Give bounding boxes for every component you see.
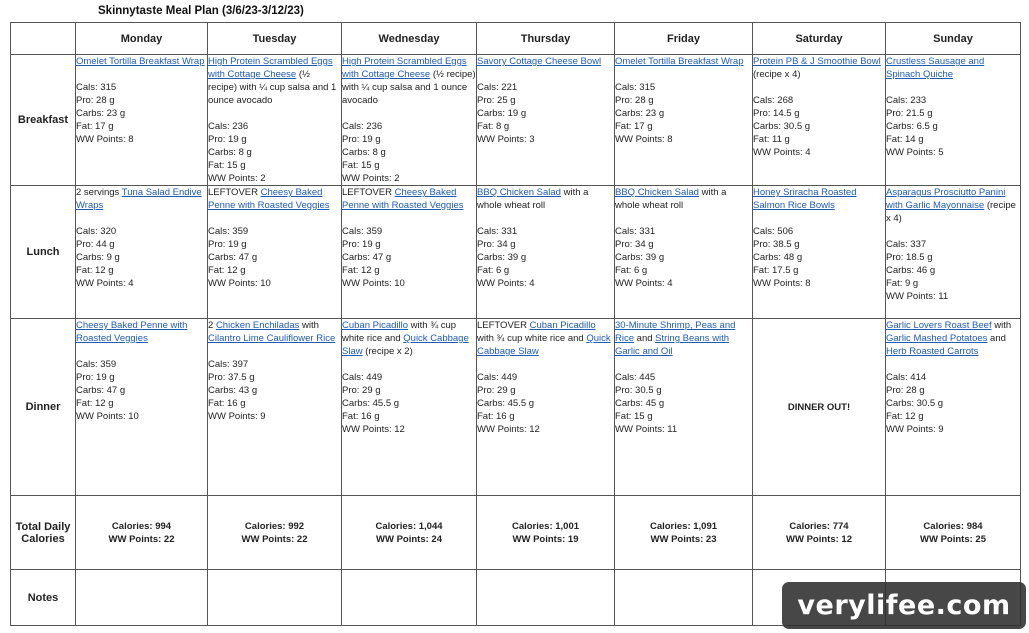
calories-value: Cals: 449 bbox=[342, 372, 383, 383]
total-cell bbox=[477, 496, 615, 570]
calories-value: Cals: 331 bbox=[615, 226, 656, 237]
meal-note-text: LEFTOVER bbox=[208, 187, 261, 198]
fat-value: Fat: 9 g bbox=[886, 278, 919, 289]
spacer bbox=[208, 107, 341, 120]
row-label-lunch: Lunch bbox=[11, 186, 76, 319]
recipe-link[interactable]: Protein PB & J Smoothie Bowl bbox=[753, 56, 881, 67]
spacer bbox=[615, 358, 752, 371]
protein-value: Pro: 19 g bbox=[208, 134, 247, 145]
ww-points-value: WW Points: 8 bbox=[76, 134, 134, 145]
total-cell bbox=[753, 496, 886, 570]
calories-value: Cals: 445 bbox=[615, 372, 656, 383]
spacer bbox=[342, 358, 476, 371]
ww-points-value: WW Points: 3 bbox=[477, 134, 535, 145]
recipe-link[interactable]: Chicken Enchiladas bbox=[215, 320, 300, 331]
carbs-value: Carbs: 30.5 g bbox=[753, 121, 811, 132]
calories-value: Cals: 331 bbox=[477, 226, 518, 237]
protein-value: Pro: 25 g bbox=[477, 95, 516, 106]
carbs-value: Carbs: 43 g bbox=[208, 385, 258, 396]
total-cell bbox=[886, 496, 1021, 570]
dinner-description bbox=[615, 319, 752, 358]
spacer bbox=[477, 68, 614, 81]
meal-note-text: LEFTOVER bbox=[477, 320, 530, 331]
protein-value: Pro: 30.5 g bbox=[615, 385, 662, 396]
recipe-link[interactable]: Herb Roasted Carrots bbox=[886, 346, 979, 357]
ww-points-value: WW Points: 4 bbox=[615, 278, 673, 289]
dinner-cell bbox=[886, 319, 1021, 496]
calories-value: Cals: 268 bbox=[753, 95, 794, 106]
breakfast-description bbox=[753, 55, 885, 81]
dinner-description bbox=[342, 319, 476, 358]
dinner-description bbox=[208, 319, 341, 345]
carbs-value: Carbs: 6.5 g bbox=[886, 121, 938, 132]
protein-value: Pro: 29 g bbox=[342, 385, 381, 396]
row-label-dinner: Dinner bbox=[11, 319, 76, 496]
ww-points-value: WW Points: 5 bbox=[886, 147, 944, 158]
total-calories: Calories: 1,044 bbox=[375, 520, 443, 532]
dinner-cell bbox=[76, 319, 208, 496]
fat-value: Fat: 15 g bbox=[342, 160, 380, 171]
carbs-value: Carbs: 8 g bbox=[342, 147, 386, 158]
dinner-out-label: DINNER OUT! bbox=[787, 401, 851, 413]
carbs-value: Carbs: 39 g bbox=[615, 252, 665, 263]
ww-points-value: WW Points: 12 bbox=[477, 424, 540, 435]
fat-value: Fat: 12 g bbox=[76, 398, 114, 409]
fat-value: Fat: 11 g bbox=[753, 134, 790, 145]
carbs-value: Carbs: 48 g bbox=[753, 252, 803, 263]
ww-points-value: WW Points: 4 bbox=[477, 278, 535, 289]
dinner-row bbox=[11, 319, 1021, 496]
total-calories: Calories: 1,001 bbox=[511, 520, 580, 532]
meal-note-text: with a whole wheat roll bbox=[477, 187, 589, 211]
ww-points-value: WW Points: 11 bbox=[886, 291, 949, 302]
recipe-link[interactable]: Cheesy Baked Penne with Roasted Veggies bbox=[342, 187, 464, 211]
spacer bbox=[477, 212, 614, 225]
total-ww-points: WW Points: 12 bbox=[786, 533, 852, 545]
recipe-link[interactable]: Garlic Mashed Potatoes bbox=[886, 333, 988, 344]
calories-value: Cals: 449 bbox=[477, 372, 518, 383]
day-header-sunday: Sunday bbox=[886, 23, 1021, 55]
calories-value: Cals: 337 bbox=[886, 239, 927, 250]
dinner-description bbox=[886, 319, 1020, 358]
day-header-monday: Monday bbox=[76, 23, 208, 55]
meal-note-text: with bbox=[991, 320, 1012, 331]
carbs-value: Carbs: 45.5 g bbox=[342, 398, 400, 409]
totals-row bbox=[11, 496, 1021, 570]
recipe-link[interactable]: BBQ Chicken Salad bbox=[477, 187, 561, 198]
calories-value: Cals: 315 bbox=[615, 82, 656, 93]
fat-value: Fat: 6 g bbox=[615, 265, 648, 276]
meal-note-text: (½ recipe) with ¼ cup salsa and 1 ounce avocado bbox=[208, 69, 337, 106]
spacer bbox=[477, 358, 614, 371]
meal-note-text: with a whole wheat roll bbox=[615, 187, 727, 211]
carbs-value: Carbs: 45.5 g bbox=[477, 398, 535, 409]
calories-value: Cals: 359 bbox=[342, 226, 383, 237]
fat-value: Fat: 12 g bbox=[208, 265, 246, 276]
meal-plan-table bbox=[10, 22, 1021, 626]
total-ww-points: WW Points: 19 bbox=[512, 533, 579, 545]
fat-value: Fat: 8 g bbox=[477, 121, 510, 132]
fat-value: Fat: 12 g bbox=[342, 265, 380, 276]
ww-points-value: WW Points: 8 bbox=[615, 134, 673, 145]
calories-value: Cals: 233 bbox=[886, 95, 927, 106]
total-ww-points: WW Points: 24 bbox=[376, 533, 442, 545]
breakfast-cell bbox=[886, 55, 1021, 186]
recipe-link[interactable]: Omelet Tortilla Breakfast Wrap bbox=[76, 56, 205, 67]
recipe-link[interactable]: Cilantro Lime Cauliflower Rice bbox=[208, 333, 336, 344]
breakfast-cell bbox=[208, 55, 342, 186]
day-header-tuesday: Tuesday bbox=[208, 23, 342, 55]
notes-cell[interactable] bbox=[208, 570, 342, 626]
total-ww-points: WW Points: 22 bbox=[241, 533, 308, 545]
spacer bbox=[342, 212, 476, 225]
meal-note-text: and bbox=[634, 333, 656, 344]
spacer bbox=[615, 212, 752, 225]
breakfast-description bbox=[615, 55, 752, 68]
ww-points-value: WW Points: 9 bbox=[886, 424, 944, 435]
page-title: Skinnytaste Meal Plan (3/6/23-3/12/23) bbox=[98, 5, 304, 17]
breakfast-description bbox=[886, 55, 1020, 81]
protein-value: Pro: 37.5 g bbox=[208, 372, 255, 383]
dinner-cell bbox=[342, 319, 477, 496]
recipe-link[interactable]: Asparagus Prosciutto Panini with Garlic Mayonnaise bbox=[886, 187, 1006, 211]
calories-value: Cals: 397 bbox=[208, 359, 249, 370]
protein-value: Pro: 34 g bbox=[477, 239, 516, 250]
fat-value: Fat: 17 g bbox=[615, 121, 653, 132]
spacer bbox=[886, 225, 1020, 238]
fat-value: Fat: 6 g bbox=[477, 265, 510, 276]
spacer bbox=[753, 81, 885, 94]
calories-value: Cals: 414 bbox=[886, 372, 927, 383]
carbs-value: Carbs: 47 g bbox=[76, 385, 126, 396]
carbs-value: Carbs: 30.5 g bbox=[886, 398, 944, 409]
carbs-value: Carbs: 23 g bbox=[76, 108, 126, 119]
recipe-link[interactable]: Quick Cabbage Slaw bbox=[477, 333, 611, 357]
recipe-link[interactable]: Garlic Lovers Roast Beef bbox=[886, 320, 992, 331]
calories-value: Cals: 315 bbox=[76, 82, 117, 93]
recipe-link[interactable]: Honey Sriracha Roasted Salmon Rice Bowls bbox=[753, 187, 857, 211]
fat-value: Fat: 16 g bbox=[342, 411, 380, 422]
ww-points-value: WW Points: 2 bbox=[208, 173, 266, 184]
day-header-thursday: Thursday bbox=[477, 23, 615, 55]
lunch-description bbox=[76, 186, 207, 212]
protein-value: Pro: 28 g bbox=[76, 95, 115, 106]
carbs-value: Carbs: 9 g bbox=[76, 252, 120, 263]
spacer bbox=[886, 81, 1020, 94]
meal-note-text: and bbox=[987, 333, 1006, 344]
recipe-link[interactable]: String Beans with Garlic and Oil bbox=[615, 333, 730, 357]
protein-value: Pro: 44 g bbox=[76, 239, 115, 250]
fat-value: Fat: 15 g bbox=[615, 411, 653, 422]
carbs-value: Carbs: 39 g bbox=[477, 252, 527, 263]
recipe-link[interactable]: Cuban Picadillo bbox=[342, 320, 409, 331]
recipe-link[interactable]: Omelet Tortilla Breakfast Wrap bbox=[615, 56, 744, 67]
protein-value: Pro: 21.5 g bbox=[886, 108, 933, 119]
lunch-cell bbox=[477, 186, 615, 319]
meal-note-text: 2 servings bbox=[76, 187, 122, 198]
fat-value: Fat: 14 g bbox=[886, 134, 924, 145]
spacer bbox=[208, 345, 341, 358]
total-ww-points: WW Points: 22 bbox=[108, 533, 175, 545]
total-calories: Calories: 774 bbox=[789, 520, 849, 532]
dinner-description bbox=[477, 319, 614, 358]
recipe-link[interactable]: Crustless Sausage and Spinach Quiche bbox=[886, 56, 985, 80]
total-calories: Calories: 1,091 bbox=[649, 520, 718, 532]
lunch-cell bbox=[886, 186, 1021, 319]
recipe-link[interactable]: Cheesy Baked Penne with Roasted Veggies bbox=[208, 187, 330, 211]
meal-note-text: 2 bbox=[208, 320, 216, 331]
ww-points-value: WW Points: 10 bbox=[342, 278, 405, 289]
calories-value: Cals: 506 bbox=[753, 226, 794, 237]
protein-value: Pro: 19 g bbox=[76, 372, 115, 383]
corner-cell bbox=[11, 23, 76, 55]
lunch-cell bbox=[753, 186, 886, 319]
lunch-description bbox=[886, 186, 1020, 225]
lunch-cell bbox=[76, 186, 208, 319]
ww-points-value: WW Points: 2 bbox=[342, 173, 400, 184]
meal-note-text: LEFTOVER bbox=[342, 187, 395, 198]
lunch-row bbox=[11, 186, 1021, 319]
calories-value: Cals: 320 bbox=[76, 226, 117, 237]
fat-value: Fat: 12 g bbox=[76, 265, 114, 276]
ww-points-value: WW Points: 10 bbox=[76, 411, 139, 422]
meal-note-text: with bbox=[299, 320, 319, 331]
protein-value: Pro: 29 g bbox=[477, 385, 516, 396]
carbs-value: Carbs: 19 g bbox=[477, 108, 527, 119]
total-calories: Calories: 992 bbox=[244, 520, 305, 532]
breakfast-description bbox=[208, 55, 341, 107]
protein-value: Pro: 14.5 g bbox=[753, 108, 800, 119]
recipe-link[interactable]: Quick Cabbage Slaw bbox=[342, 333, 469, 357]
protein-value: Pro: 18.5 g bbox=[886, 252, 933, 263]
ww-points-value: WW Points: 12 bbox=[342, 424, 405, 435]
recipe-link[interactable]: High Protein Scrambled Eggs with Cottage Cheese bbox=[342, 56, 467, 80]
calories-value: Cals: 236 bbox=[342, 121, 383, 132]
recipe-link[interactable]: 30-Minute Shrimp, Peas and Rice bbox=[615, 320, 736, 344]
day-header-wednesday: Wednesday bbox=[342, 23, 477, 55]
fat-value: Fat: 15 g bbox=[208, 160, 246, 171]
total-cell bbox=[342, 496, 477, 570]
lunch-cell bbox=[342, 186, 477, 319]
protein-value: Pro: 38.5 g bbox=[753, 239, 800, 250]
meal-note-text: (recipe x 4) bbox=[886, 200, 1016, 224]
notes-cell[interactable] bbox=[76, 570, 208, 626]
meal-note-text: (recipe x 2) bbox=[362, 346, 413, 357]
meal-note-text: with ¾ cup white rice and bbox=[342, 320, 457, 344]
recipe-link[interactable]: High Protein Scrambled Eggs with Cottage Cheese bbox=[208, 56, 333, 80]
dinner-cell bbox=[208, 319, 342, 496]
ww-points-value: WW Points: 4 bbox=[753, 147, 811, 158]
calories-value: Cals: 359 bbox=[76, 359, 117, 370]
header-row bbox=[11, 23, 1021, 55]
notes-cell[interactable] bbox=[615, 570, 753, 626]
day-header-friday: Friday bbox=[615, 23, 753, 55]
recipe-link[interactable]: Savory Cottage Cheese Bowl bbox=[477, 56, 602, 67]
dinner-cell bbox=[477, 319, 615, 496]
total-calories: Calories: 984 bbox=[923, 520, 983, 532]
dinner-description bbox=[76, 319, 207, 345]
ww-points-value: WW Points: 4 bbox=[76, 278, 134, 289]
ww-points-value: WW Points: 8 bbox=[753, 278, 811, 289]
carbs-value: Carbs: 23 g bbox=[615, 108, 665, 119]
breakfast-description bbox=[477, 55, 614, 68]
spacer bbox=[76, 68, 207, 81]
dinner-cell bbox=[615, 319, 753, 496]
lunch-cell bbox=[208, 186, 342, 319]
row-label-breakfast: Breakfast bbox=[11, 55, 76, 186]
fat-value: Fat: 16 g bbox=[208, 398, 246, 409]
breakfast-description bbox=[342, 55, 476, 107]
protein-value: Pro: 19 g bbox=[342, 134, 381, 145]
lunch-description bbox=[615, 186, 752, 212]
total-ww-points: WW Points: 23 bbox=[650, 533, 717, 545]
notes-cell[interactable] bbox=[342, 570, 477, 626]
meal-note-text: (½ recipe) with ¼ cup salsa and 1 ounce avocado bbox=[342, 69, 476, 106]
breakfast-cell bbox=[342, 55, 477, 186]
spacer bbox=[753, 212, 885, 225]
lunch-cell bbox=[615, 186, 753, 319]
notes-cell[interactable] bbox=[477, 570, 615, 626]
carbs-value: Carbs: 47 g bbox=[342, 252, 392, 263]
spacer bbox=[342, 107, 476, 120]
calories-value: Cals: 221 bbox=[477, 82, 518, 93]
carbs-value: Carbs: 47 g bbox=[208, 252, 258, 263]
breakfast-description bbox=[76, 55, 207, 68]
meal-note-text: with ¾ cup white rice and bbox=[477, 333, 587, 344]
recipe-link[interactable]: Cheesy Baked Penne with Roasted Veggies bbox=[76, 320, 188, 344]
carbs-value: Carbs: 45 g bbox=[615, 398, 665, 409]
spacer bbox=[208, 212, 341, 225]
spacer bbox=[76, 345, 207, 358]
fat-value: Fat: 16 g bbox=[477, 411, 515, 422]
total-cell bbox=[208, 496, 342, 570]
protein-value: Pro: 34 g bbox=[615, 239, 654, 250]
total-calories: Calories: 994 bbox=[111, 520, 172, 532]
recipe-link[interactable]: Cuban Picadillo bbox=[529, 320, 596, 331]
lunch-description bbox=[477, 186, 614, 212]
watermark: verylifee.com bbox=[782, 582, 1026, 629]
calories-value: Cals: 359 bbox=[208, 226, 249, 237]
protein-value: Pro: 19 g bbox=[342, 239, 381, 250]
protein-value: Pro: 28 g bbox=[886, 385, 925, 396]
total-cell bbox=[615, 496, 753, 570]
spacer bbox=[76, 212, 207, 225]
carbs-value: Carbs: 46 g bbox=[886, 265, 936, 276]
breakfast-cell bbox=[753, 55, 886, 186]
fat-value: Fat: 17.5 g bbox=[753, 265, 799, 276]
breakfast-cell bbox=[615, 55, 753, 186]
total-ww-points: WW Points: 25 bbox=[920, 533, 986, 545]
recipe-link[interactable]: Tuna Salad Endive Wraps bbox=[76, 187, 202, 211]
lunch-description bbox=[753, 186, 885, 212]
carbs-value: Carbs: 8 g bbox=[208, 147, 252, 158]
dinner-cell bbox=[753, 319, 886, 496]
breakfast-row bbox=[11, 55, 1021, 186]
lunch-description bbox=[208, 186, 341, 212]
recipe-link[interactable]: BBQ Chicken Salad bbox=[615, 187, 699, 198]
breakfast-cell bbox=[76, 55, 208, 186]
protein-value: Pro: 19 g bbox=[208, 239, 247, 250]
ww-points-value: WW Points: 9 bbox=[208, 411, 266, 422]
day-header-saturday: Saturday bbox=[753, 23, 886, 55]
ww-points-value: WW Points: 10 bbox=[208, 278, 271, 289]
meal-note-text: (recipe x 4) bbox=[753, 69, 801, 80]
calories-value: Cals: 236 bbox=[208, 121, 249, 132]
total-cell bbox=[76, 496, 208, 570]
spacer bbox=[615, 68, 752, 81]
fat-value: Fat: 17 g bbox=[76, 121, 114, 132]
spacer bbox=[886, 358, 1020, 371]
breakfast-cell bbox=[477, 55, 615, 186]
row-label-total: Total Daily Calories bbox=[11, 496, 76, 570]
lunch-description bbox=[342, 186, 476, 212]
row-label-notes: Notes bbox=[11, 570, 76, 626]
fat-value: Fat: 12 g bbox=[886, 411, 924, 422]
ww-points-value: WW Points: 11 bbox=[615, 424, 678, 435]
protein-value: Pro: 28 g bbox=[615, 95, 654, 106]
